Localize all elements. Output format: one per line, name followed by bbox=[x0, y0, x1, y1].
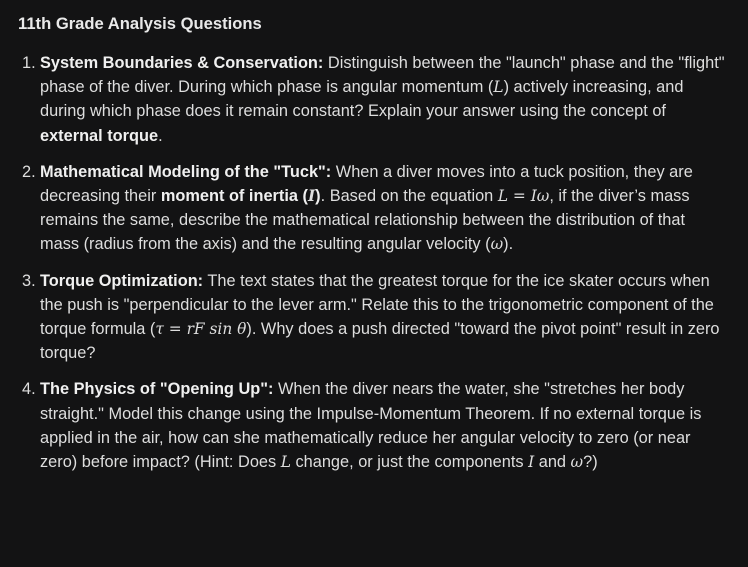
question-list bbox=[18, 51, 728, 474]
question-text: . bbox=[158, 126, 163, 145]
question-text: change, or just the components bbox=[290, 453, 529, 472]
question-title: The Physics of "Opening Up": bbox=[40, 380, 274, 399]
question-1 bbox=[18, 51, 728, 148]
question-title: System Boundaries & Conservation: bbox=[40, 54, 324, 72]
math-symbol: ω bbox=[570, 453, 584, 472]
question-2 bbox=[18, 160, 728, 257]
bold-term: ) bbox=[315, 187, 321, 206]
question-number: 4. bbox=[22, 380, 36, 399]
math-symbol: I bbox=[528, 453, 535, 472]
question-text: The text states that the greatest torque for the ice skater occurs when the push is "perpendicular to the lever arm." Relate this to the trigonometric component of the torque formula ( bbox=[40, 271, 714, 339]
question-number: 1. bbox=[22, 54, 36, 72]
question-title: Torque Optimization: bbox=[40, 271, 204, 290]
math-symbol: L bbox=[493, 78, 504, 97]
question-text: ) actively increasing, and during which phase does it remain constant? Explain your answer using the concept of bbox=[40, 78, 684, 121]
question-text: and bbox=[534, 453, 571, 472]
document-heading: 11th Grade Analysis Questions bbox=[18, 14, 262, 33]
question-number: 2. bbox=[22, 162, 36, 181]
math-symbol: ω bbox=[490, 235, 504, 254]
bold-term: moment of inertia ( bbox=[160, 187, 308, 206]
question-text: . Based on the equation bbox=[320, 187, 498, 206]
question-text: When the diver nears the water, she "stretches her body straight." Model this change using the Impulse-Momentum Theorem. If no external torque is applied in the air, how can she mathematically reduce her angular velocity to zero (or near zero) before impact? (Hint: Does bbox=[40, 380, 702, 472]
bold-term: external torque bbox=[40, 126, 159, 145]
math-symbol: L bbox=[280, 453, 291, 472]
math-equation: τ = rF sin θ bbox=[155, 320, 247, 339]
question-4 bbox=[18, 377, 728, 474]
math-equation: L = Iω bbox=[497, 187, 550, 206]
question-number: 3. bbox=[22, 271, 36, 290]
math-symbol: I bbox=[307, 187, 316, 206]
question-title: Mathematical Modeling of the "Tuck": bbox=[40, 162, 332, 181]
question-text: , if the diver’s mass remains the same, describe the mathematical relationship between the distribution of that mass (radius from the axis) and the resulting angular velocity ( bbox=[40, 187, 690, 254]
question-text: ). bbox=[503, 235, 514, 254]
question-3 bbox=[18, 269, 728, 366]
question-text: ?) bbox=[583, 453, 598, 472]
question-text: ). Why does a push directed "toward the pivot point" result in zero torque? bbox=[40, 320, 720, 363]
question-text: Distinguish between the "launch" phase and the "flight" phase of the diver. During which phase is angular momentum ( bbox=[40, 54, 725, 97]
question-text: When a diver moves into a tuck position, they are decreasing their bbox=[40, 162, 693, 206]
